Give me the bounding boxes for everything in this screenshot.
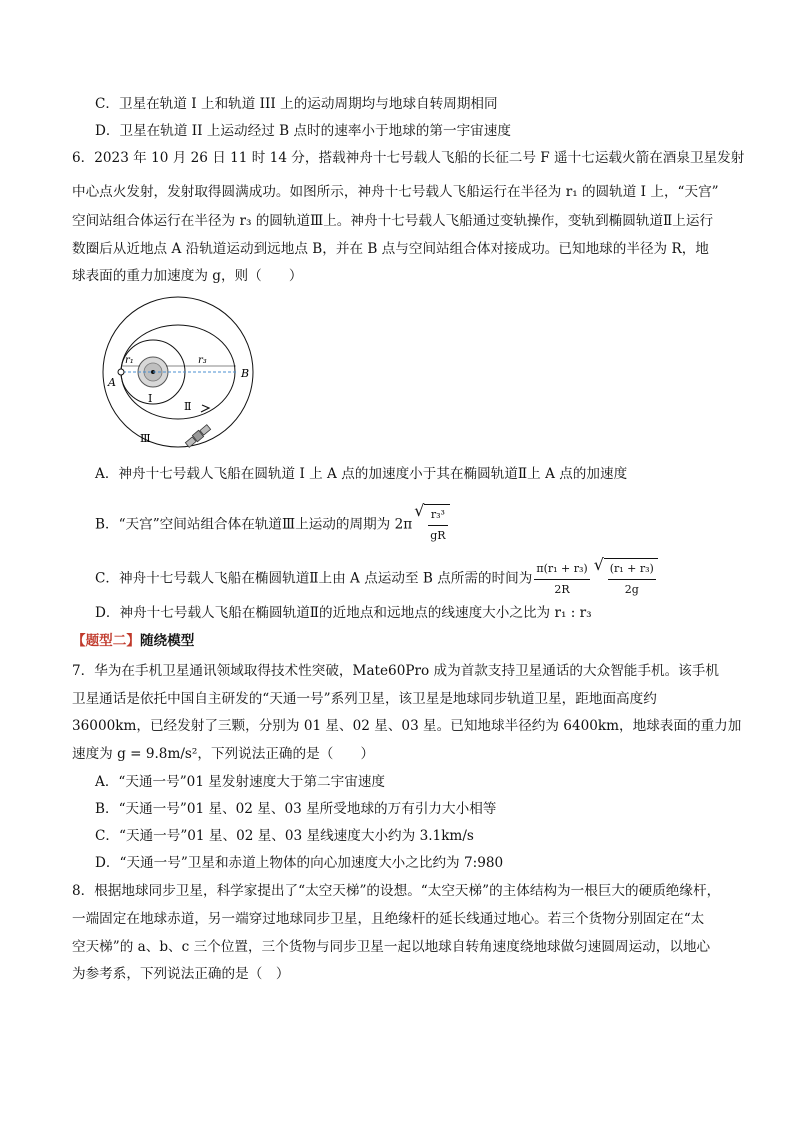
q6-option-c bbox=[95, 558, 658, 600]
q6-option-b-sqrt bbox=[424, 504, 449, 546]
q6-option-b bbox=[95, 504, 450, 546]
q6-stem-line-1: 6．2023 年 10 月 26 日 11 时 14 分，搭载神舟十七号载人飞船的长征二号 F 遥十七运载火箭在酒泉卫星发射 bbox=[72, 150, 745, 166]
q7-stem-line-2: 卫星通话是依托中国自主研发的“天通一号”系列卫星，该卫星是地球同步轨道卫星，距地面高度约 bbox=[72, 691, 657, 707]
q6-option-c-sqrt-num: √ (r₁ + r₃) bbox=[608, 559, 656, 580]
q7-stem-line-3: 36000km，已经发射了三颗，分别为 01 星、02 星、03 星。已知地球半径约为 6400km，地球表面的重力加 bbox=[72, 718, 742, 734]
q8-stem-line-1: 8．根据地球同步卫星，科学家提出了“太空天梯”的设想。“太空天梯”的主体结构为一根巨大的硬质绝缘杆， bbox=[72, 883, 721, 899]
section-title: 随绕模型 bbox=[139, 633, 195, 649]
orbit-diagram bbox=[98, 292, 268, 452]
q6-option-a: A．神舟十七号载人飞船在圆轨道 Ⅰ 上 A 点的加速度小于其在椭圆轨道Ⅱ上 A 点的加速度 bbox=[95, 466, 628, 482]
label-r1: r₁ bbox=[125, 355, 134, 366]
q6-option-c-sqrt-den: 2g bbox=[624, 583, 639, 596]
q7-option-a: A．“天通一号”01 星发射速度大于第二宇宙速度 bbox=[95, 774, 386, 790]
label-orbit-iii: Ⅲ bbox=[140, 432, 151, 445]
q6-option-c-frac-den: 2R bbox=[554, 582, 570, 596]
q6-stem-line-2: 中心点火发射，发射取得圆满成功。如图所示，神舟十七号载人飞船运行在半径为 r₁ 的圆轨道 Ⅰ 上，“天宫” bbox=[72, 184, 719, 200]
q7-option-b: B．“天通一号”01 星、02 星、03 星所受地球的万有引力大小相等 bbox=[95, 801, 497, 817]
q8-stem-line-3: 空天梯”的 a、b、c 三个位置，三个货物与同步卫星一起以地球自转角速度绕地球做匀速圆周运动，以地心 bbox=[72, 939, 711, 955]
q6-option-b-num: √ r₃³ bbox=[428, 505, 447, 526]
point-a-marker bbox=[118, 369, 124, 375]
q7-stem-line-4: 速度为 g = 9.8m/s²，下列说法正确的是（ ） bbox=[72, 746, 375, 762]
q6-option-b-den: gR bbox=[430, 529, 446, 542]
label-a: A bbox=[108, 376, 116, 389]
q6-stem-line-4: 数圈后从近地点 A 沿轨道运动到远地点 B，并在 B 点与空间站组合体对接成功。已知地球的半径为 R，地 bbox=[72, 241, 709, 257]
q5-option-d: D．卫星在轨道 II 上运动经过 B 点时的速率小于地球的第一宇宙速度 bbox=[95, 123, 511, 139]
label-orbit-ii: Ⅱ bbox=[184, 400, 192, 413]
q7-option-d: D．“天通一号”卫星和赤道上物体的向心加速度大小之比约为 7:980 bbox=[95, 855, 504, 871]
q6-option-c-sqrt bbox=[604, 558, 658, 600]
label-r3: r₃ bbox=[198, 355, 207, 366]
q7-option-c: C．“天通一号”01 星、02 星、03 星线速度大小约为 3.1km/s bbox=[95, 828, 474, 844]
label-orbit-i: Ⅰ bbox=[148, 392, 153, 405]
q6-option-c-frac bbox=[534, 559, 589, 600]
section-heading bbox=[72, 631, 194, 651]
q8-stem-line-2: 一端固定在地球赤道，另一端穿过地球同步卫星，且绝缘杆的延长线通过地心。若三个货物分别固定在“太 bbox=[72, 911, 705, 927]
section-bracket: 【题型二】 bbox=[72, 633, 140, 649]
q6-option-c-frac-num: π(r₁ + r₃) bbox=[534, 559, 589, 580]
q6-option-c-text: C．神舟十七号载人飞船在椭圆轨道Ⅱ上由 A 点运动至 B 点所需的时间为 bbox=[95, 570, 533, 587]
q5-option-c: C．卫星在轨道 I 上和轨道 III 上的运动周期均与地球自转周期相同 bbox=[95, 96, 498, 112]
q6-option-b-text: B．“天宫”空间站组合体在轨道Ⅲ上运动的周期为 2π bbox=[95, 516, 413, 533]
label-b: B bbox=[241, 367, 250, 380]
q6-option-d: D．神舟十七号载人飞船在椭圆轨道Ⅱ的近地点和远地点的线速度大小之比为 r₁ : r₃ bbox=[95, 605, 592, 621]
q7-stem-line-1: 7．华为在手机卫星通讯领域取得技术性突破，Mate60Pro 成为首款支持卫星通话的大众智能手机。该手机 bbox=[72, 663, 719, 679]
q6-stem-line-5: 球表面的重力加速度为 g，则（ ） bbox=[72, 268, 303, 284]
q8-stem-line-4: 为参考系，下列说法正确的是（ ） bbox=[72, 966, 290, 982]
q6-stem-line-3: 空间站组合体运行在半径为 r₃ 的圆轨道Ⅲ上。神舟十七号载人飞船通过变轨操作，变轨到椭圆轨道Ⅱ上运行 bbox=[72, 213, 714, 229]
